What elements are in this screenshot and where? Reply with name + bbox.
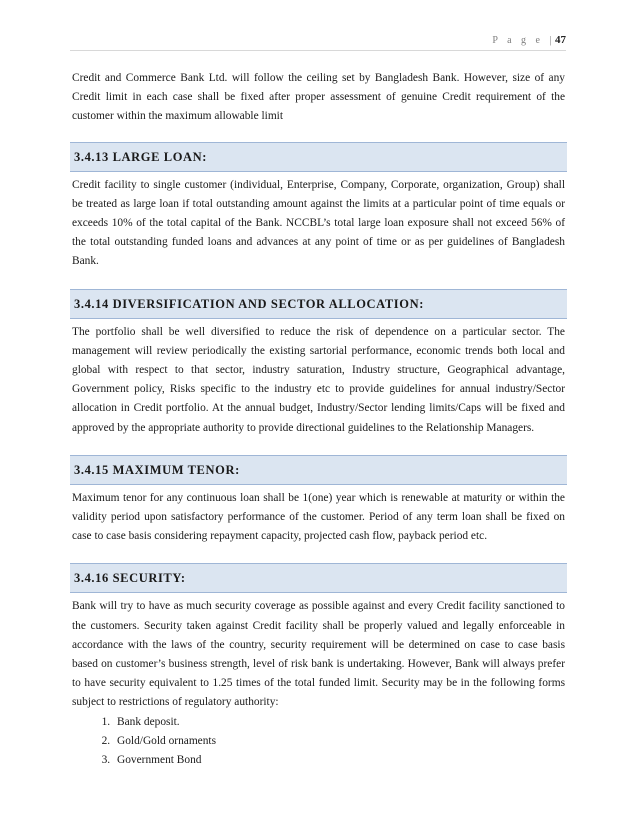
section-large-loan — [72, 142, 565, 272]
section-body: Bank will try to have as much security coverage as possible against and every Credit facility sanctioned to the customers. Security taken against Credit facility shall be properly valued and legally enforceable in accordance with the laws of the country, security requirement will be determined on case to case basis based on customer’s business strength, level of risk bank is undertaking. However, Bank will always prefer to have security equivalent to 1.25 times of the total funded limit. Security may be in the following forms subject to restrictions of regulatory authority: — [72, 600, 565, 709]
section-heading: 3.4.16 SECURITY: — [70, 563, 567, 593]
intro-paragraph: Credit and Commerce Bank Ltd. will follow the ceiling set by Bangladesh Bank. However, size of any Credit limit in each case shall be fixed after proper assessment of genuine Credit requirement of the customer within the maximum allowable limit — [72, 72, 565, 123]
section-body: Maximum tenor for any continuous loan shall be 1(one) year which is renewable at maturity or within the validity period upon satisfactory performance of the customer. Period of any term loan shall be fixed on case to case basis considering repayment capacity, projected cash flow, payback period etc. — [72, 491, 565, 543]
page-header — [70, 34, 566, 46]
section-body: Credit facility to single customer (individual, Enterprise, Company, Corporate, organization, Group) shall be treated as large loan if total outstanding amount against the limits at a particular point of time equals or exceeds 10% of the total capital of the Bank. NCCBL’s total large loan exposure shall not exceed 56% of the total outstanding funded loans and advances at any point of time or as per guidelines of Bangladesh Bank. — [72, 178, 565, 268]
section-security — [72, 563, 565, 769]
page-content — [72, 69, 565, 770]
list-item: 1. Bank deposit. — [113, 713, 565, 732]
section-diversification — [72, 289, 565, 438]
section-maximum-tenor — [72, 455, 565, 547]
section-heading: 3.4.13 LARGE LOAN: — [70, 142, 567, 172]
header-divider — [70, 50, 566, 51]
list-item: 3. Government Bond — [113, 751, 565, 770]
security-forms-list — [72, 713, 565, 770]
page-number: 47 — [555, 34, 566, 46]
section-body: The portfolio shall be well diversified to reduce the risk of dependence on a particular sector. The management will review periodically the existing sartorial performance, economic trends both local and global with respect to that sector, industry saturation, Industry structure, Geographical advantage, Government policy, Risks specific to the industry etc to provide guidelines for annual industry/Sector allocation in Credit portfolio. At the annual budget, Industry/Sector lending limits/Caps will be fixed and approved by the appropriate authority to provide directional guidelines to the Relationship Managers. — [72, 325, 565, 434]
section-heading: 3.4.14 DIVERSIFICATION AND SECTOR ALLOCATION: — [70, 289, 567, 319]
page-label: P a g e | — [492, 35, 555, 46]
list-item: 2. Gold/Gold ornaments — [113, 732, 565, 751]
section-heading: 3.4.15 MAXIMUM TENOR: — [70, 455, 567, 485]
